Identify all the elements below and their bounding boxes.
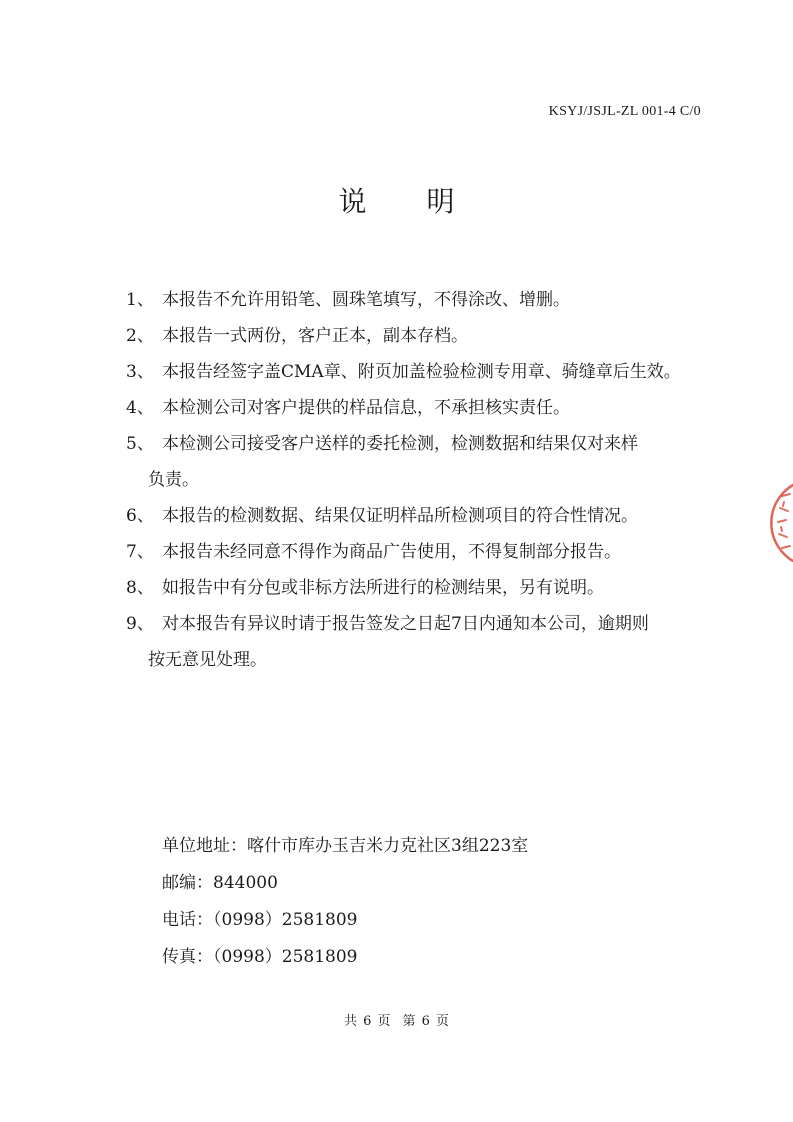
fax-label: 传真： — [162, 947, 213, 967]
note-item-9 — [126, 606, 726, 642]
note-text-continued: 负责。 — [148, 470, 199, 490]
note-item-3 — [126, 354, 726, 390]
phone-row — [162, 902, 528, 939]
note-text: 本报告经签字盖CMA章、附页加盖检验检测专用章、骑缝章后生效。 — [162, 362, 681, 382]
note-number: 2、 — [126, 326, 154, 346]
fax-row — [162, 939, 528, 976]
note-text: 对本报告有异议时请于报告签发之日起7日内通知本公司，逾期则 — [162, 614, 649, 634]
seam-seal-stamp-icon — [768, 478, 793, 568]
note-text: 本检测公司对客户提供的样品信息，不承担核实责任。 — [162, 398, 570, 418]
address-label: 单位地址： — [162, 836, 247, 856]
note-item-5 — [126, 426, 726, 462]
note-item-4 — [126, 390, 726, 426]
notes-list — [126, 282, 726, 678]
postcode-label: 邮编： — [162, 873, 213, 893]
note-number: 5、 — [126, 434, 154, 454]
phone-label: 电话： — [162, 910, 213, 930]
address-row — [162, 828, 528, 865]
note-item-9-continued — [126, 642, 726, 678]
note-item-5-continued — [126, 462, 726, 498]
note-item-1 — [126, 282, 726, 318]
page-footer — [0, 1010, 793, 1029]
note-item-7 — [126, 534, 726, 570]
note-number: 3、 — [126, 362, 154, 382]
postcode-value: 844000 — [213, 873, 278, 893]
note-text-continued: 按无意见处理。 — [148, 650, 267, 670]
note-number: 1、 — [126, 290, 154, 310]
total-pages: 共 6 页 — [343, 1014, 391, 1029]
note-text: 如报告中有分包或非标方法所进行的检测结果，另有说明。 — [162, 578, 604, 598]
note-text: 本报告未经同意不得作为商品广告使用，不得复制部分报告。 — [162, 542, 621, 562]
note-number: 7、 — [126, 542, 154, 562]
phone-value: （0998）2581809 — [213, 910, 358, 930]
postcode-row — [162, 865, 528, 902]
note-item-8 — [126, 570, 726, 606]
fax-value: （0998）2581809 — [213, 947, 358, 967]
note-number: 9、 — [126, 614, 154, 634]
note-item-2 — [126, 318, 726, 354]
note-number: 8、 — [126, 578, 154, 598]
note-text: 本报告不允许用铅笔、圆珠笔填写，不得涂改、增删。 — [162, 290, 570, 310]
address-value: 喀什市库办玉吉米力克社区3组223室 — [247, 836, 529, 856]
note-item-6 — [126, 498, 726, 534]
note-number: 4、 — [126, 398, 154, 418]
note-text: 本报告一式两份，客户正本，副本存档。 — [162, 326, 468, 346]
note-text: 本报告的检测数据、结果仅证明样品所检测项目的符合性情况。 — [162, 506, 638, 526]
document-code: KSYJ/JSJL-ZL 001-4 C/0 — [548, 104, 701, 119]
note-text: 本检测公司接受客户送样的委托检测，检测数据和结果仅对来样 — [162, 434, 638, 454]
page-title: 说明 — [338, 185, 515, 218]
current-page: 第 6 页 — [402, 1014, 450, 1029]
note-number: 6、 — [126, 506, 154, 526]
contact-block — [162, 828, 528, 976]
